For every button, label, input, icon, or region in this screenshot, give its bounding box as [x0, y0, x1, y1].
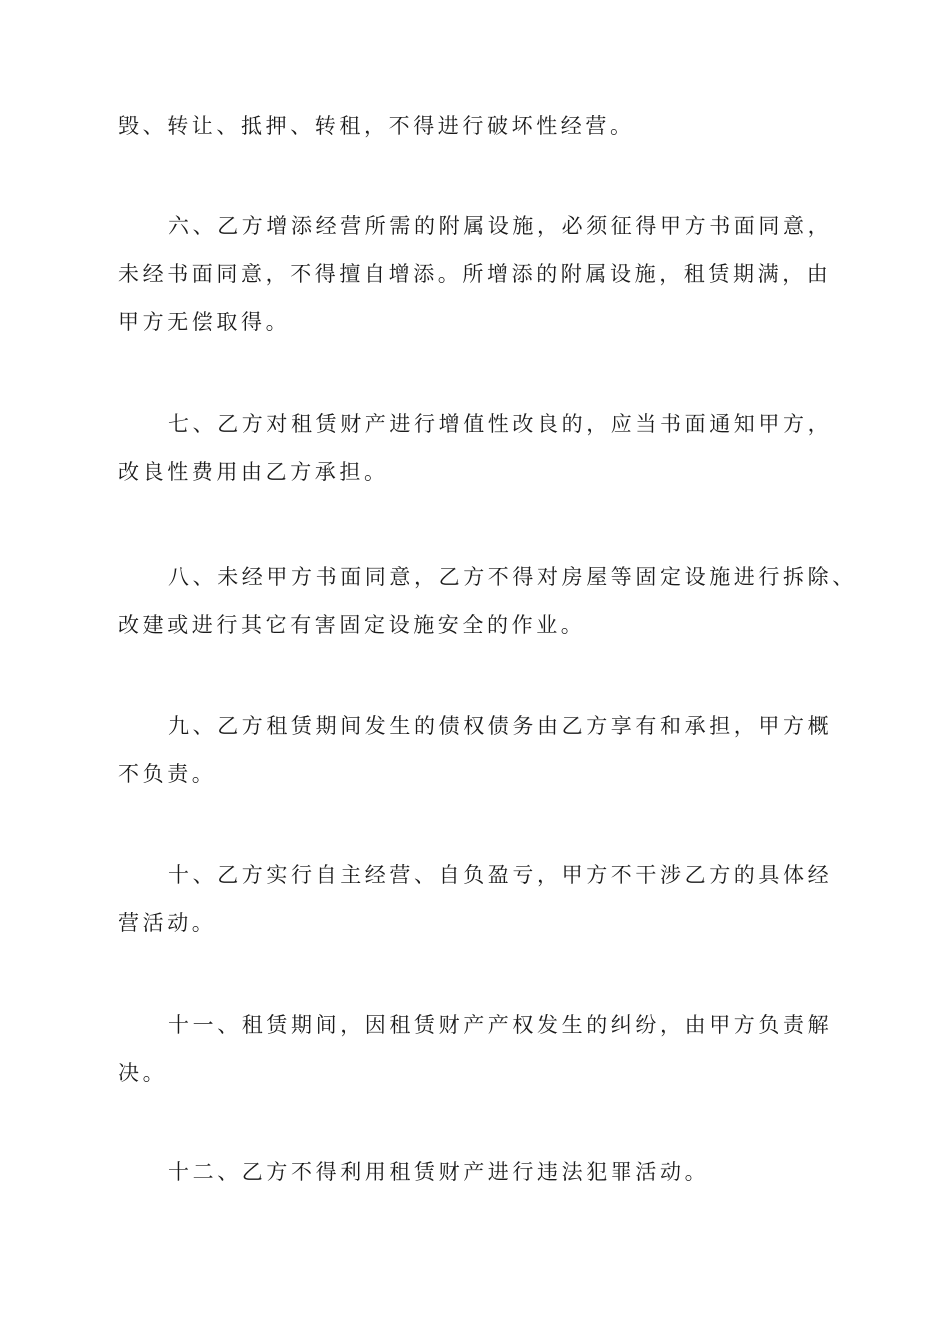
clause-9 [118, 702, 848, 798]
paragraph-line: 十一、租赁期间，因租赁财产产权发生的纠纷，由甲方负责解 [168, 1013, 833, 1037]
paragraph-line: 决。 [118, 1061, 168, 1085]
paragraph-line: 甲方无偿取得。 [118, 310, 291, 334]
paragraph-continuation [118, 102, 848, 150]
paragraph-line: 九、乙方租赁期间发生的债权债务由乙方享有和承担，甲方概 [168, 714, 833, 738]
paragraph-line: 七、乙方对租赁财产进行增值性改良的，应当书面通知甲方， [168, 412, 833, 436]
clause-12 [118, 1148, 848, 1196]
paragraph-line: 毁、转让、抵押、转租，不得进行破坏性经营。 [118, 114, 635, 138]
paragraph-line: 十、乙方实行自主经营、自负盈亏，甲方不干涉乙方的具体经 [168, 863, 833, 887]
paragraph-line: 六、乙方增添经营所需的附属设施，必须征得甲方书面同意， [168, 214, 833, 238]
clause-10 [118, 851, 848, 947]
paragraph-line: 十二、乙方不得利用租赁财产进行违法犯罪活动。 [168, 1160, 710, 1184]
paragraph-line: 营活动。 [118, 911, 217, 935]
clause-11 [118, 1001, 848, 1097]
paragraph-line: 改建或进行其它有害固定设施安全的作业。 [118, 613, 586, 637]
paragraph-line: 未经书面同意，不得擅自增添。所增添的附属设施，租赁期满，由 [118, 262, 832, 286]
clause-6 [118, 202, 848, 346]
clause-7 [118, 400, 848, 496]
paragraph-line: 八、未经甲方书面同意，乙方不得对房屋等固定设施进行拆除、 [168, 565, 857, 589]
clause-8 [118, 553, 857, 649]
paragraph-line: 不负责。 [118, 762, 217, 786]
paragraph-line: 改良性费用由乙方承担。 [118, 460, 389, 484]
